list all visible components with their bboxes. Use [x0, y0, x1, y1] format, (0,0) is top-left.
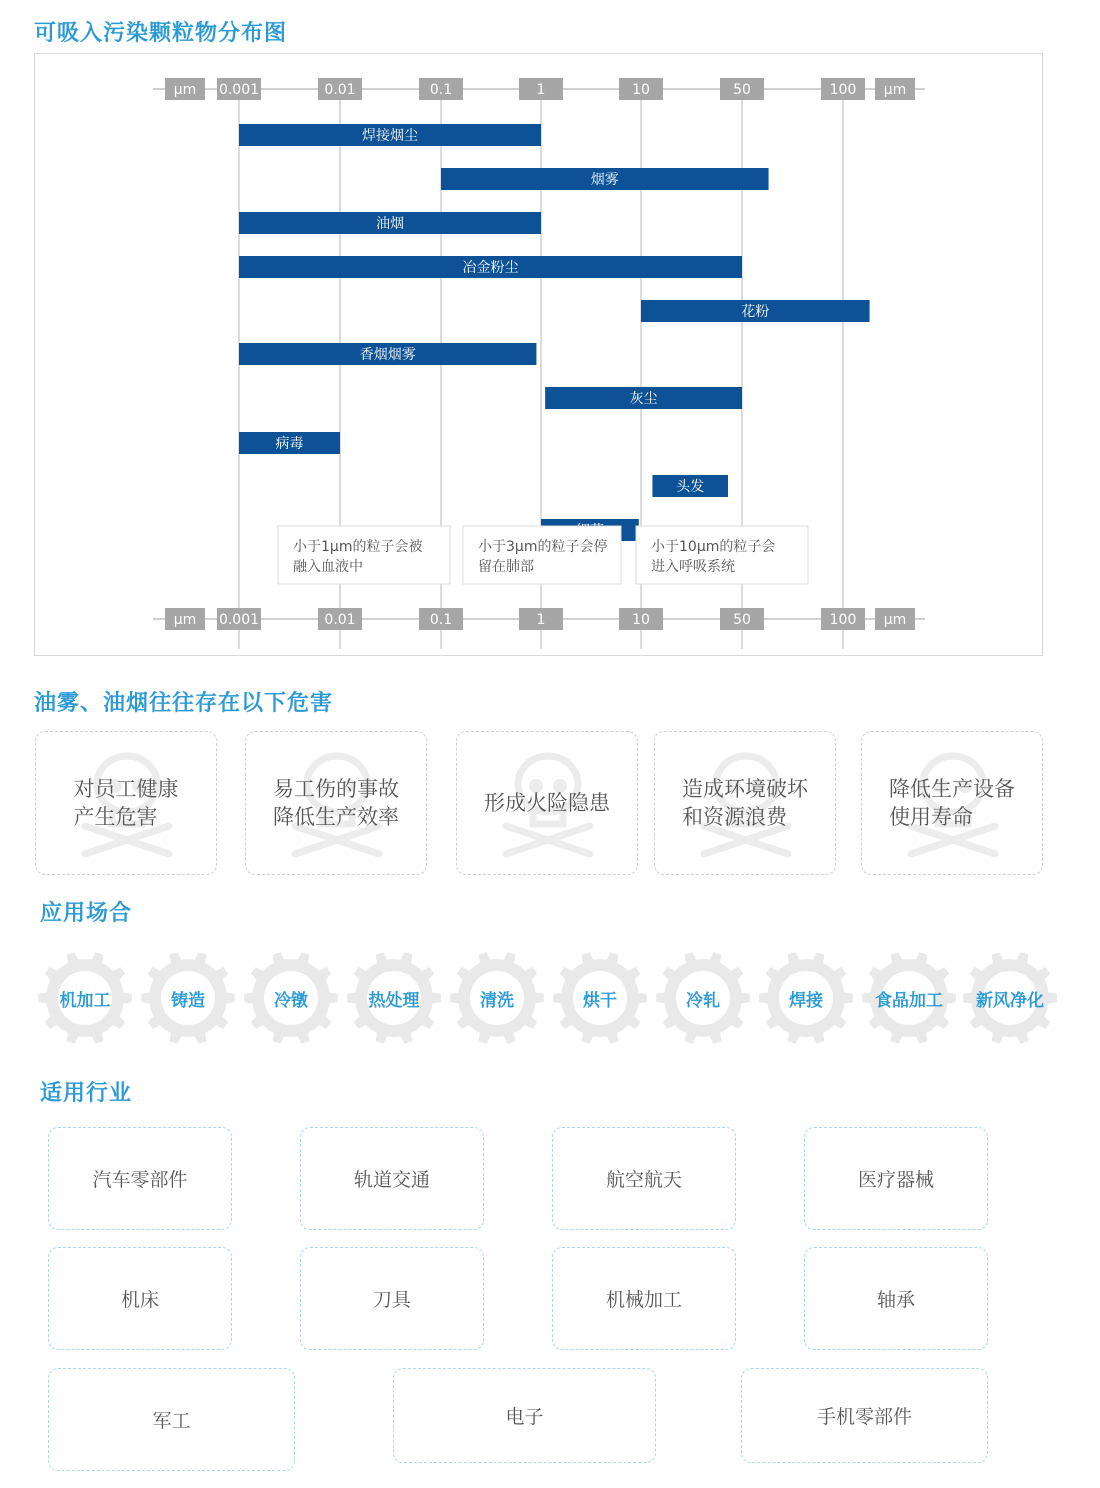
bar-label: 焊接烟尘 — [362, 128, 418, 144]
industry-label: 机械加工 — [605, 1289, 682, 1311]
svg-text:0.001: 0.001 — [218, 612, 260, 628]
bar-label: 花粉 — [741, 304, 770, 320]
industry-card — [48, 1247, 232, 1350]
chart-title: 可吸入污染颗粒物分布图 — [34, 21, 288, 46]
industry-card — [741, 1368, 988, 1463]
particle-chart-svg — [35, 54, 1044, 657]
svg-text:μm: μm — [173, 82, 197, 98]
bar-label: 头发 — [676, 479, 705, 495]
tick-label — [519, 608, 563, 630]
note-box — [463, 526, 621, 584]
industry-label: 刀具 — [372, 1289, 411, 1311]
tick-label — [318, 608, 362, 630]
industry-label: 电子 — [505, 1406, 544, 1428]
industry-card — [393, 1368, 656, 1463]
application-item — [758, 950, 854, 1046]
note-text: 融入血液中 — [293, 559, 363, 575]
application-item — [37, 950, 133, 1046]
hazard-card — [245, 731, 427, 875]
svg-text:1: 1 — [536, 82, 546, 98]
unit-label — [165, 78, 205, 100]
application-item — [243, 950, 339, 1046]
tick-label — [217, 608, 261, 630]
svg-text:50: 50 — [733, 82, 751, 98]
application-label: 冷轧 — [686, 991, 720, 1011]
tick-label — [217, 78, 261, 100]
note-box — [278, 526, 450, 584]
hazard-text: 易工伤的事故 降低生产效率 — [273, 777, 399, 829]
industry-label: 机床 — [120, 1289, 159, 1311]
note-text: 小于3μm的粒子会停 — [478, 539, 608, 555]
industry-label: 医疗器械 — [857, 1169, 934, 1191]
application-label: 清洗 — [480, 991, 514, 1011]
tick-label — [720, 608, 764, 630]
svg-text:10: 10 — [632, 82, 650, 98]
hazard-card — [456, 731, 638, 875]
application-item — [449, 950, 545, 1046]
tick-label — [318, 78, 362, 100]
application-label: 焊接 — [789, 991, 823, 1011]
application-item — [552, 950, 648, 1046]
tick-label — [720, 78, 764, 100]
note-text: 进入呼吸系统 — [651, 559, 735, 575]
application-label: 烘干 — [583, 991, 617, 1011]
hazard-card — [654, 731, 836, 875]
bar-label: 香烟烟雾 — [359, 347, 416, 363]
industry-card — [48, 1127, 232, 1230]
tick-label — [821, 78, 865, 100]
svg-text:μm: μm — [883, 82, 907, 98]
bar-label: 油烟 — [376, 216, 404, 232]
application-label: 铸造 — [171, 991, 205, 1011]
svg-text:1: 1 — [536, 612, 546, 628]
hazard-card — [35, 731, 217, 875]
tick-label — [419, 608, 463, 630]
industry-card — [300, 1127, 484, 1230]
industry-label: 手机零部件 — [816, 1406, 912, 1428]
tick-label — [619, 78, 663, 100]
industry-card — [300, 1247, 484, 1350]
note-text: 小于1μm的粒子会被 — [293, 539, 423, 555]
tick-label — [519, 78, 563, 100]
industry-label: 军工 — [152, 1410, 191, 1432]
industry-card — [552, 1247, 736, 1350]
svg-text:0.01: 0.01 — [324, 82, 356, 98]
industry-card — [804, 1247, 988, 1350]
hazard-card — [861, 731, 1043, 875]
industry-label: 航空航天 — [605, 1169, 682, 1191]
industry-label: 轨道交通 — [353, 1169, 430, 1191]
particle-chart — [34, 53, 1043, 656]
bar-label: 冶金粉尘 — [462, 260, 519, 276]
svg-text:0.1: 0.1 — [429, 82, 453, 98]
industry-label: 轴承 — [876, 1289, 915, 1311]
applications-title: 应用场合 — [40, 901, 133, 926]
bar-label: 灰尘 — [629, 391, 658, 407]
industry-card — [48, 1368, 295, 1471]
bar-label: 烟雾 — [590, 172, 619, 188]
application-label: 新风净化 — [976, 991, 1044, 1011]
note-text: 小于10μm的粒子会 — [651, 539, 776, 555]
tick-label — [419, 78, 463, 100]
hazards-title: 油雾、油烟往往存在以下危害 — [34, 691, 334, 716]
application-item — [962, 950, 1058, 1046]
svg-text:μm: μm — [173, 612, 197, 628]
unit-label — [165, 608, 205, 630]
svg-text:μm: μm — [883, 612, 907, 628]
unit-label — [875, 78, 915, 100]
svg-text:10: 10 — [632, 612, 650, 628]
industries-title: 适用行业 — [40, 1081, 133, 1106]
application-label: 热处理 — [368, 991, 420, 1011]
bar-label: 病毒 — [275, 436, 304, 452]
application-item — [346, 950, 442, 1046]
tick-label — [821, 608, 865, 630]
application-item — [140, 950, 236, 1046]
hazard-text: 造成环境破坏 和资源浪费 — [682, 777, 808, 829]
svg-text:50: 50 — [733, 612, 751, 628]
application-label: 机加工 — [59, 991, 111, 1011]
svg-text:100: 100 — [829, 82, 857, 98]
hazard-text: 降低生产设备 使用寿命 — [889, 777, 1015, 829]
tick-label — [619, 608, 663, 630]
svg-text:0.01: 0.01 — [324, 612, 356, 628]
application-label: 冷镦 — [274, 991, 308, 1011]
svg-text:0.1: 0.1 — [429, 612, 453, 628]
application-item — [861, 950, 957, 1046]
unit-label — [875, 608, 915, 630]
note-box — [636, 526, 808, 584]
hazard-text: 对员工健康 产生危害 — [73, 777, 179, 829]
application-label: 食品加工 — [875, 991, 943, 1011]
industry-card — [804, 1127, 988, 1230]
svg-text:0.001: 0.001 — [218, 82, 260, 98]
svg-text:100: 100 — [829, 612, 857, 628]
note-text: 留在肺部 — [478, 559, 534, 575]
industry-card — [552, 1127, 736, 1230]
hazard-text: 形成火险隐患 — [484, 791, 610, 815]
application-item — [655, 950, 751, 1046]
industry-label: 汽车零部件 — [92, 1169, 188, 1191]
